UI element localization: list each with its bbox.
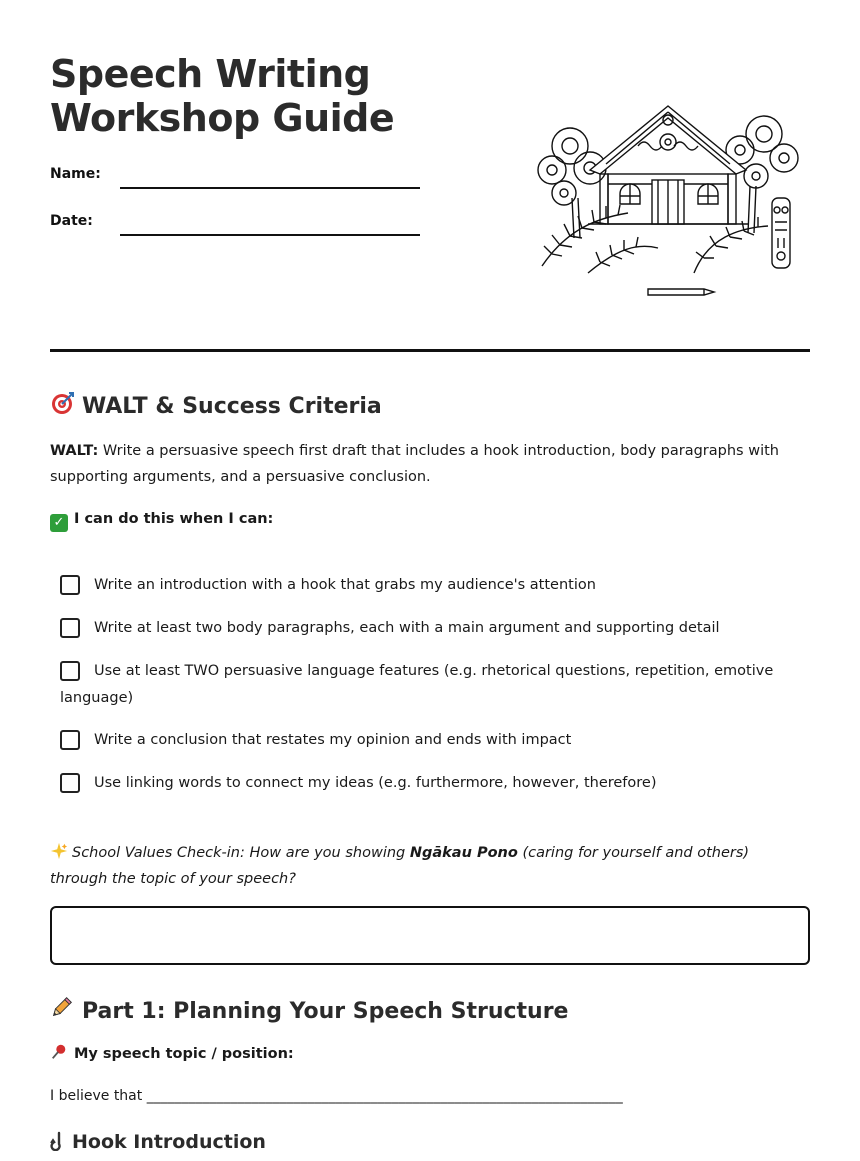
target-icon [50, 391, 74, 415]
walt-text: Write a persuasive speech first draft that includes a hook introduction, body paragraphs with supporting arguments, and a persuasive conclusion. [50, 443, 779, 485]
name-field[interactable] [120, 187, 420, 189]
values-bold: Ngākau Pono [409, 845, 518, 861]
wharenui-illustration [528, 98, 808, 303]
criteria-text: Write an introduction with a hook that grabs my audience's attention [94, 577, 596, 593]
check-mark-icon: ✓ [50, 514, 68, 532]
page-title [50, 52, 394, 140]
criteria-text: Write a conclusion that restates my opinion and ends with impact [94, 732, 572, 748]
part1-heading-text: Part 1: Planning Your Speech Structure [82, 999, 569, 1024]
criteria-checkbox-2[interactable] [60, 618, 80, 638]
title-line-2: Workshop Guide [50, 96, 395, 140]
walt-label: WALT: [50, 443, 99, 459]
criteria-text: Use at least TWO persuasive language features (e.g. rhetorical questions, repetition, emotive language) [60, 663, 774, 706]
topic-label-text: My speech topic / position: [74, 1046, 294, 1062]
name-label: Name: [50, 166, 101, 182]
criteria-item-2 [60, 615, 800, 642]
hook-heading [50, 1131, 266, 1153]
values-check-in [50, 840, 800, 892]
criteria-checkbox-4[interactable] [60, 730, 80, 750]
part1-heading [50, 994, 568, 1024]
title-line-1: Speech Writing [50, 52, 371, 96]
pencil-icon [50, 994, 74, 1020]
values-prefix: School Values Check-in: How are you showing [72, 845, 410, 861]
criteria-item-4 [60, 727, 800, 754]
belief-line[interactable]: I believe that ____________________________________________________________________ [50, 1088, 623, 1104]
topic-label [50, 1041, 810, 1067]
criteria-checkbox-5[interactable] [60, 773, 80, 793]
criteria-item-1 [60, 572, 800, 599]
walt-heading [50, 391, 382, 419]
wharenui-house [588, 106, 748, 224]
pou-carving [772, 198, 790, 268]
criteria-heading [50, 506, 810, 532]
criteria-item-3 [60, 658, 780, 712]
criteria-text: Use linking words to connect my ideas (e.g. furthermore, however, therefore) [94, 775, 657, 791]
criteria-checkbox-3[interactable] [60, 661, 80, 681]
pencil-drawing [648, 289, 714, 295]
values-answer-box[interactable] [50, 906, 810, 965]
hook-icon [50, 1131, 66, 1151]
criteria-checkbox-1[interactable] [60, 575, 80, 595]
walt-heading-text: WALT & Success Criteria [82, 394, 382, 419]
criteria-text: Write at least two body paragraphs, each with a main argument and supporting detail [94, 620, 720, 636]
header-divider [50, 349, 810, 352]
date-field[interactable] [120, 234, 420, 236]
walt-statement [50, 438, 810, 490]
pushpin-icon [50, 1043, 68, 1061]
criteria-heading-text: I can do this when I can: [74, 511, 274, 527]
values-suffix: (caring for yourself and others) through the topic of your speech? [50, 845, 750, 887]
sparkle-icon [50, 842, 68, 860]
hook-heading-text: Hook Introduction [72, 1131, 266, 1153]
criteria-item-5 [60, 770, 800, 797]
date-label: Date: [50, 213, 93, 229]
